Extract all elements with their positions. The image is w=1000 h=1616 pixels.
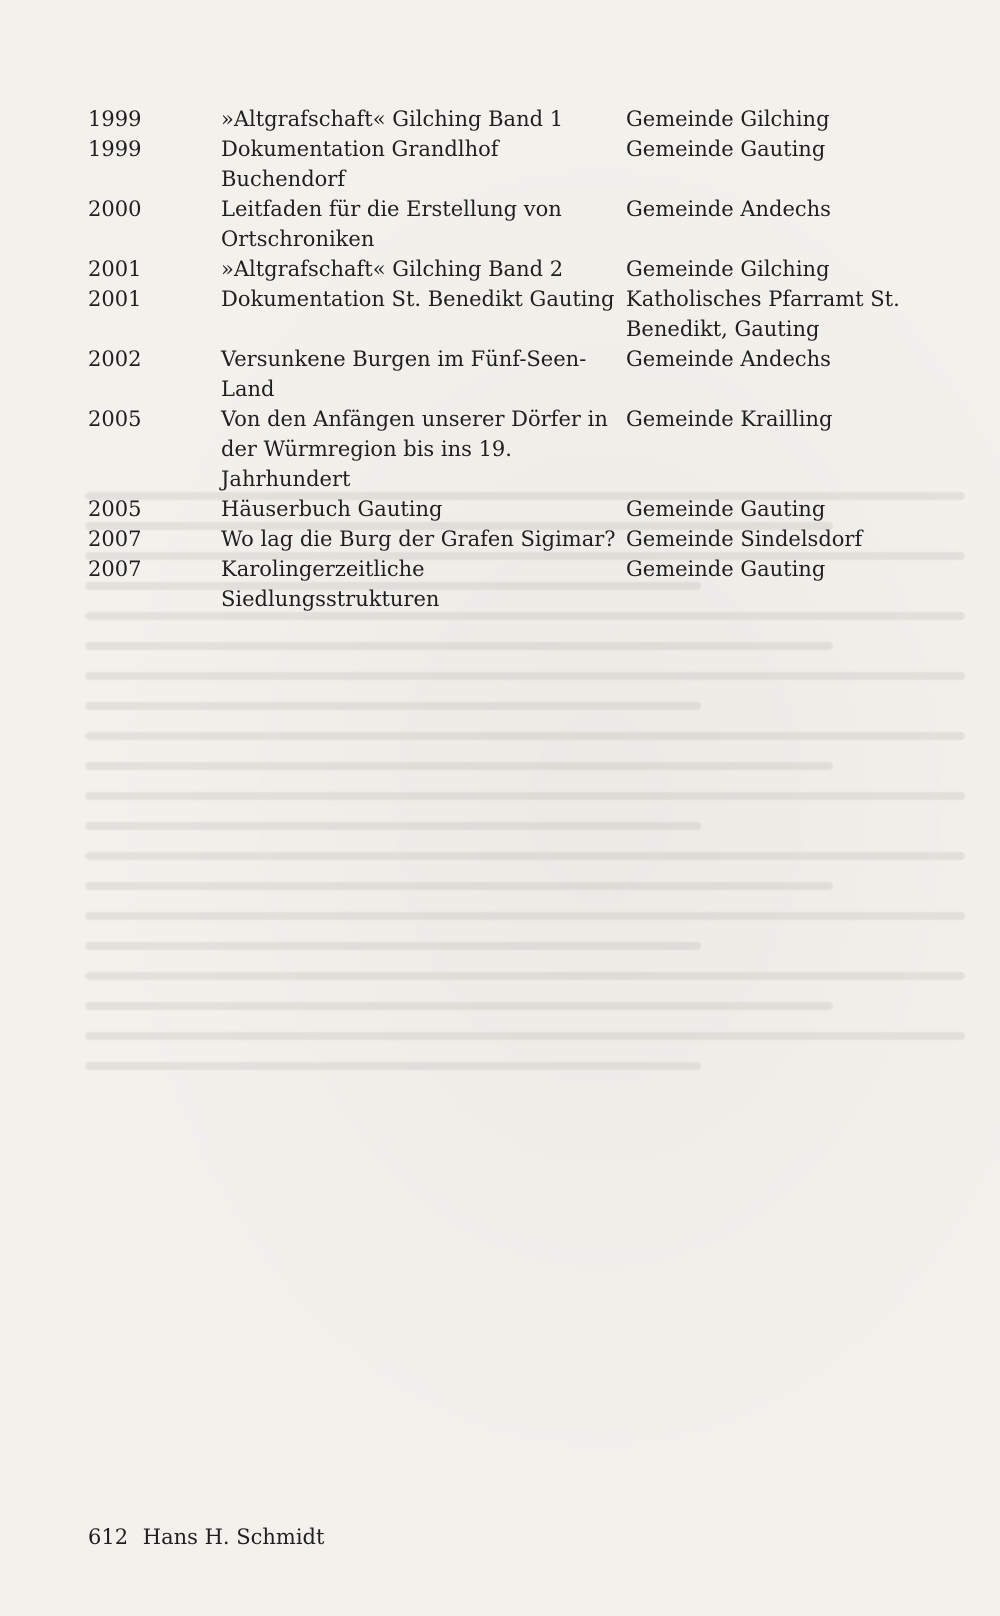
- publisher-cell: Gemeinde Andechs: [626, 197, 831, 221]
- page-footer: [88, 1522, 324, 1552]
- title-cell: Karolingerzeitliche Siedlungsstrukturen: [221, 557, 440, 611]
- publications-table-body: [88, 104, 908, 614]
- table-row: [88, 494, 908, 524]
- year-cell: 1999: [88, 137, 142, 161]
- year-cell: 2002: [88, 347, 142, 371]
- year-cell: 2005: [88, 497, 142, 521]
- publisher-cell: Gemeinde Andechs: [626, 347, 831, 371]
- title-cell: »Altgrafschaft« Gilching Band 1: [221, 107, 564, 131]
- table-row: [88, 254, 908, 284]
- table-row: [88, 524, 908, 554]
- title-cell: Dokumentation St. Benedikt Gauting: [221, 287, 615, 311]
- page-number: 612: [88, 1525, 129, 1549]
- year-cell: 2001: [88, 287, 142, 311]
- table-row: [88, 134, 908, 194]
- year-cell: 2001: [88, 257, 142, 281]
- year-cell: 2007: [88, 557, 142, 581]
- table-row: [88, 194, 908, 254]
- publisher-cell: Katholisches Pfarramt St. Benedikt, Gauting: [626, 287, 900, 341]
- title-cell: Häuserbuch Gauting: [221, 497, 443, 521]
- publisher-cell: Gemeinde Gauting: [626, 137, 826, 161]
- publisher-cell: Gemeinde Gilching: [626, 257, 830, 281]
- publisher-cell: Gemeinde Gauting: [626, 557, 826, 581]
- year-cell: 2005: [88, 407, 142, 431]
- title-cell: Dokumentation Grandlhof Buchendorf: [221, 137, 499, 191]
- table-row: [88, 104, 908, 134]
- author-name: Hans H. Schmidt: [142, 1525, 325, 1549]
- publisher-cell: Gemeinde Sindelsdorf: [626, 527, 863, 551]
- publications-table: [88, 104, 908, 614]
- table-row: [88, 404, 908, 494]
- title-cell: Von den Anfängen unserer Dörfer in der Würmregion bis ins 19. Jahrhundert: [221, 407, 608, 491]
- year-cell: 1999: [88, 107, 142, 131]
- title-cell: Wo lag die Burg der Grafen Sigimar?: [221, 527, 616, 551]
- publisher-cell: Gemeinde Gilching: [626, 107, 830, 131]
- table-row: [88, 344, 908, 404]
- year-cell: 2007: [88, 527, 142, 551]
- title-cell: »Altgrafschaft« Gilching Band 2: [221, 257, 564, 281]
- publisher-cell: Gemeinde Gauting: [626, 497, 826, 521]
- year-cell: 2000: [88, 197, 142, 221]
- table-row: [88, 284, 908, 344]
- table-row: [88, 554, 908, 614]
- title-cell: Leitfaden für die Erstellung von Ortschroniken: [221, 197, 562, 251]
- title-cell: Versunkene Burgen im Fünf-Seen-Land: [221, 347, 587, 401]
- publisher-cell: Gemeinde Krailling: [626, 407, 833, 431]
